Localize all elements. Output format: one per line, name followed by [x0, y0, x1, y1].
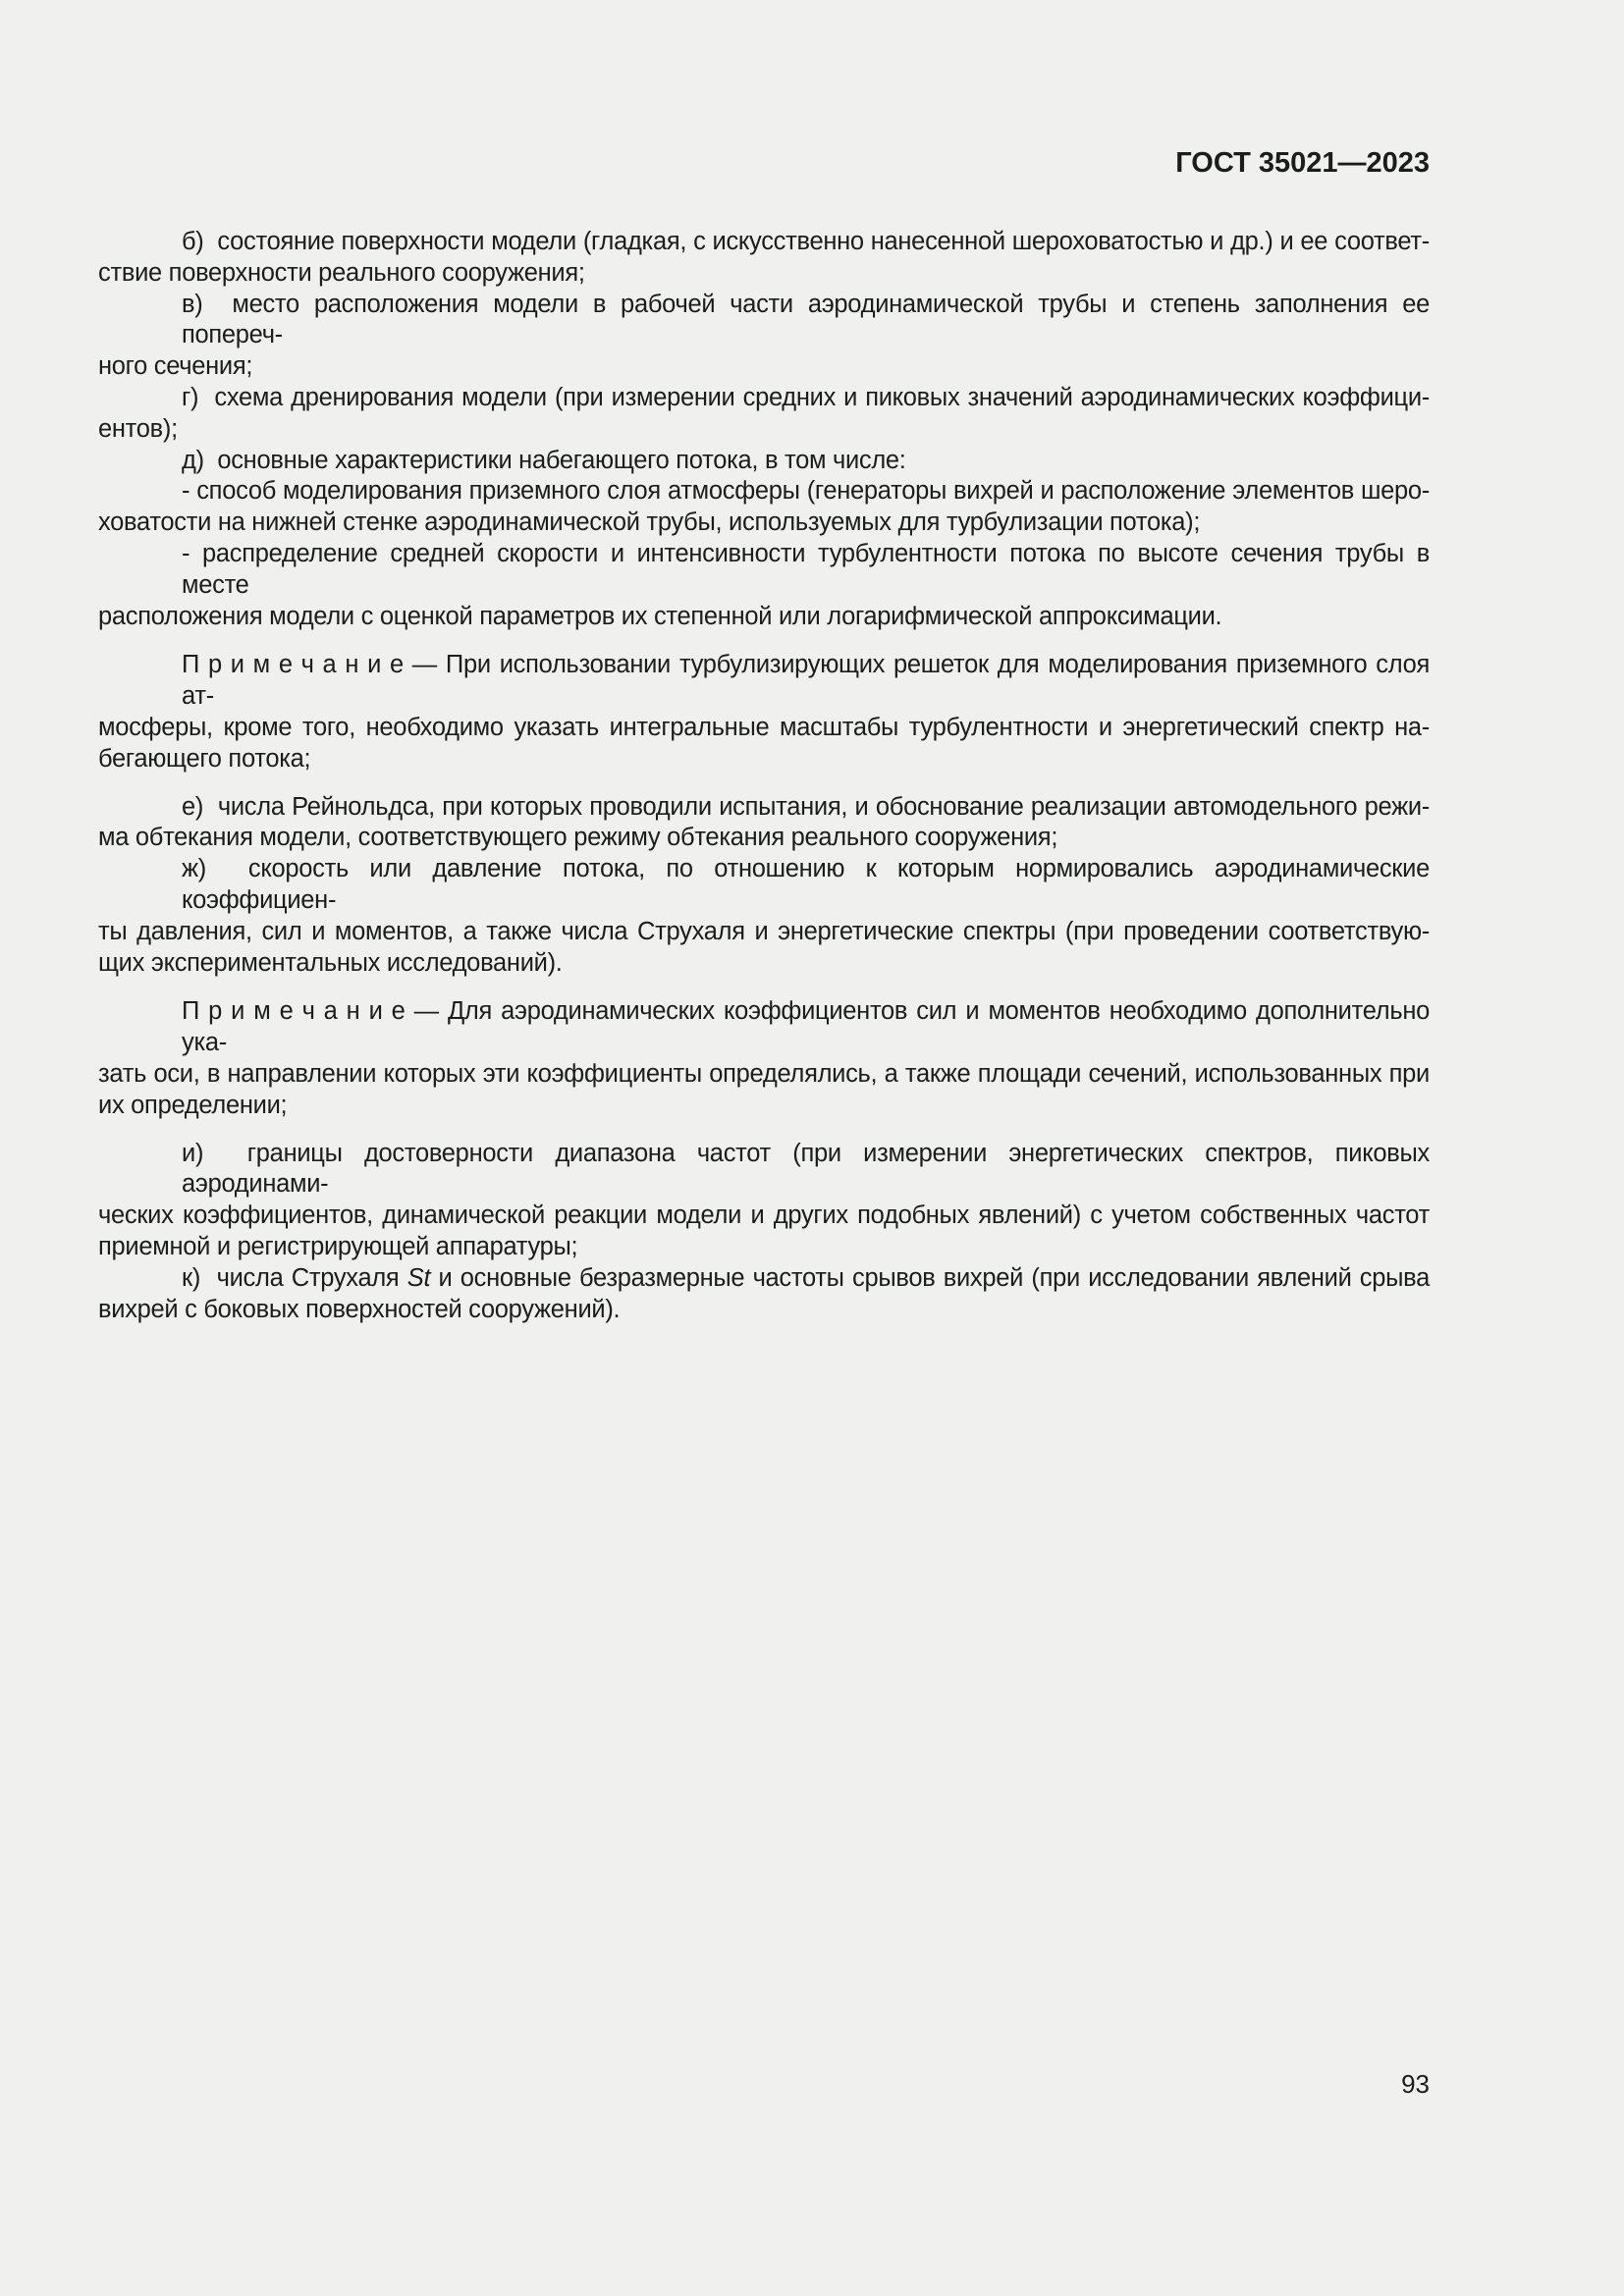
text-line: расположения модели с оценкой параметров их степенной или логарифмической аппроксимации. — [98, 602, 1222, 630]
text-line: П р и м е ч а н и е — Для аэродинамических коэффициентов сил и моментов необходимо дополнительно ука- — [182, 997, 1430, 1057]
text-line: щих экспериментальных исследований). — [98, 948, 563, 977]
paragraph-note-1 — [98, 650, 1430, 774]
text-line: е) числа Рейнольдса, при которых проводили испытания, и обоснование реализации автомодельного режи- — [182, 792, 1430, 821]
text-line: ческих коэффициентов, динамической реакции модели и других подобных явлений) с учетом собственных частот — [98, 1201, 1430, 1230]
strouhal-number-symbol: St — [406, 1263, 431, 1292]
text-line: ентов); — [98, 414, 178, 443]
text-line: г) схема дренирования модели (при измерении средних и пиковых значений аэродинамических коэффици- — [182, 383, 1430, 411]
text-line: их определении; — [98, 1091, 288, 1119]
page-header — [98, 147, 1430, 180]
text-line: мосферы, кроме того, необходимо указать интегральные масштабы турбулентности и энергетический спектр на- — [98, 713, 1430, 741]
page-footer — [98, 2069, 1430, 2100]
paragraph-item-g — [98, 383, 1430, 446]
text-line: ж) скорость или давление потока, по отношению к которым нормировались аэродинамические коэффициен- — [182, 855, 1430, 914]
text-segment: к) числа Струхаля — [182, 1263, 407, 1292]
document-content — [98, 227, 1430, 1325]
text-line: д) основные характеристики набегающего потока, в том числе: — [182, 446, 906, 474]
paragraph-item-d — [98, 446, 1430, 477]
paragraph-dash-2 — [98, 539, 1430, 632]
paragraph-note-2 — [98, 996, 1430, 1121]
page-number: 93 — [1401, 2069, 1430, 2099]
paragraph-item-e — [98, 792, 1430, 855]
text-line: и) границы достоверности диапазона частот (при измерении энергетических спектров, пиковых аэродинами- — [182, 1139, 1430, 1199]
text-line: П р и м е ч а н и е — При использовании турбулизирующих решеток для моделирования приземного слоя ат- — [182, 651, 1430, 711]
paragraph-item-v — [98, 290, 1430, 383]
text-line: - способ моделирования приземного слоя атмосферы (генераторы вихрей и расположение элементов шеро- — [182, 477, 1430, 506]
text-line: ного сечения; — [98, 352, 253, 381]
text-line — [98, 1263, 1430, 1295]
text-line: ты давления, сил и моментов, а также числа Струхаля и энергетические спектры (при проведении соответствую- — [98, 917, 1430, 945]
text-line: бегающего потока; — [98, 744, 311, 773]
text-line: в) место расположения модели в рабочей части аэродинамической трубы и степень заполнения ее попереч- — [182, 290, 1430, 349]
text-segment: и основные безразмерные частоты срывов вихрей (при исследовании явлений срыва — [430, 1263, 1431, 1292]
text-line: зать оси, в направлении которых эти коэффициенты определялись, а также площади сечений, использованных при — [98, 1059, 1430, 1088]
text-line: ма обтекания модели, соответствующего режиму обтекания реального сооружения; — [98, 824, 1058, 852]
text-line: ховатости на нижней стенке аэродинамической трубы, используемых для турбулизации потока); — [98, 508, 1201, 537]
text-line: б) состояние поверхности модели (гладкая, с искусственно нанесенной шероховатостью и др.) и ее соответ- — [182, 228, 1430, 255]
paragraph-item-i — [98, 1139, 1430, 1263]
text-line: - распределение средней скорости и интенсивности турбулентности потока по высоте сечения трубы в месте — [182, 539, 1430, 599]
paragraph-item-k — [98, 1263, 1430, 1326]
standard-number: ГОСТ 35021—2023 — [1175, 147, 1430, 179]
text-line: вихрей с боковых поверхностей сооружений). — [98, 1295, 621, 1323]
paragraph-item-zh — [98, 854, 1430, 979]
text-line: ствие поверхности реального сооружения; — [98, 258, 585, 287]
paragraph-item-b — [98, 227, 1430, 290]
text-line: приемной и регистрирующей аппаратуры; — [98, 1232, 578, 1260]
paragraph-dash-1 — [98, 476, 1430, 539]
